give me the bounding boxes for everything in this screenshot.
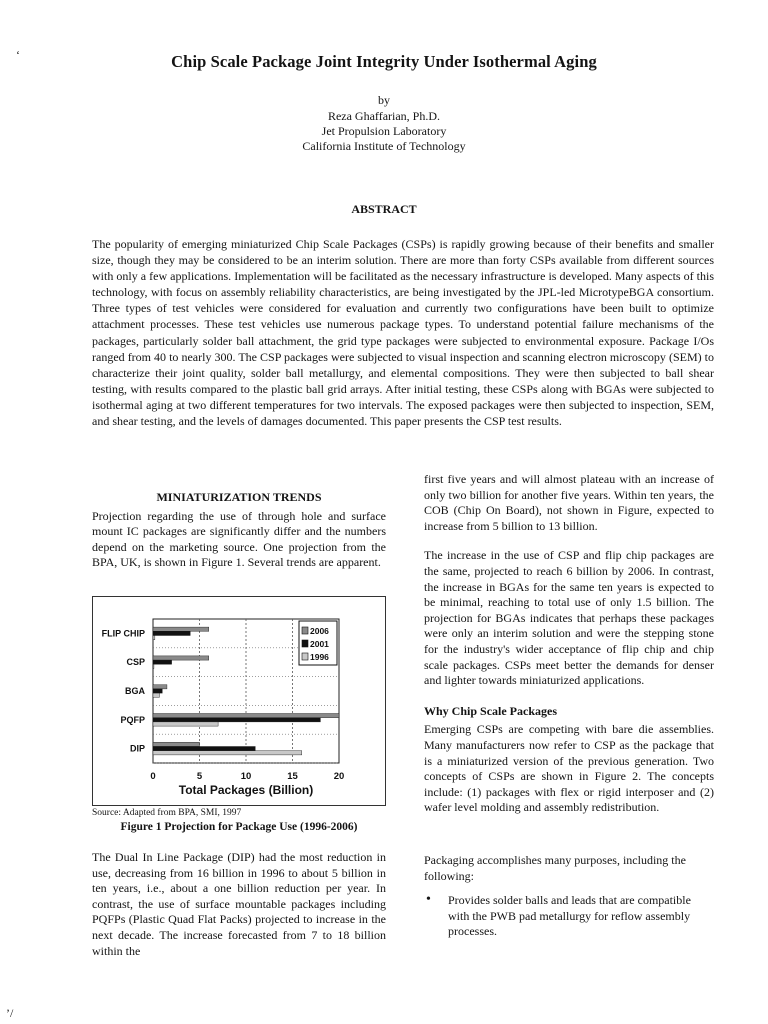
bar-1996 <box>153 751 302 755</box>
bar-1996 <box>153 636 155 640</box>
bar-2001 <box>153 631 190 635</box>
bar-2006 <box>153 627 209 631</box>
category-label: PQFP <box>120 714 145 725</box>
x-tick-label: 10 <box>240 771 252 782</box>
x-tick-label: 15 <box>287 771 298 782</box>
x-tick-label: 20 <box>333 771 345 782</box>
bullet-dot: • <box>426 892 431 907</box>
category-label: DIP <box>129 743 145 754</box>
scan-mark: ‘ <box>16 48 20 62</box>
legend-label: 2006 <box>310 626 329 636</box>
bar-1996 <box>153 722 218 726</box>
legend-swatch <box>302 627 308 634</box>
paragraph-csp-flipchip: The increase in the use of CSP and flip chip packages are the same, projected to reach 6 billion by 2006. In contrast, the increase in BGAs for the same ten years is expected to be minimal, reaching to total use of only 1.5 billion. The projection for BGAs indicates that perhaps these packages were only an interim solution and were the stepping stone for the industry's wider acceptance of flip chip and chip scale packages. CSPs meet better the demands for denser and lighter towards miniaturized applications. <box>424 548 714 688</box>
paragraph-emerging-csps: Emerging CSPs are competing with bare die assemblies. Many manufacturers now refer to CSP as the package that is a miniaturized version of the previous generation. Two concepts of CSPs are shown in Figure 2. The concepts include: (1) packages with flex or rigid interposer and (2) wafer level molding and assembly redistribution. <box>424 722 714 815</box>
legend-label: 2001 <box>310 639 329 649</box>
bullet-text: Provides solder balls and leads that are compatible with the PWB pad metallurgy for reflow assembly processes. <box>448 893 691 939</box>
abstract-text: The popularity of emerging miniaturized Chip Scale Packages (CSPs) is rapidly growing because of their benefits and smaller size, though they may be considered to be an interim solution. There are more than forty CSPs available from different sources with only a few applications. Implementation will be facilitated as the necessary infrastructure is developed. Many aspects of this technology, with focus on assembly reliability characteristics, are being investigated by the JPL-led MicrotypeBGA consortium. Three types of test vehicles were considered for evaluation and currently two configurations have been built to optimize attachment processes. These test vehicles use numerous package types. To understand potential failure mechanisms of the packages, particularly solder ball attachment, the grid type packages were subjected to environmental exposure. Package I/Os ranged from 40 to nearly 300. The CSP packages were subjected to visual inspection and scanning electron microscopy (SEM) to characterize their joint quality, solder ball metallurgy, and elemental compositions. They were then subjected to ball shear testing, with results compared to the plastic ball grid arrays. After initial testing, these CSPs along with BGAs were subjected to isothermal aging at two different temperatures for two intervals. The exposed packages were then subjected to inspection, SEM, and shear testing, and the levels of damages documented. This paper presents the CSP test results. <box>92 237 714 429</box>
legend-label: 1996 <box>310 652 329 662</box>
bar-1996 <box>153 664 154 668</box>
bar-2006 <box>153 714 339 718</box>
byline-by: by <box>378 93 390 107</box>
x-tick-label: 0 <box>150 771 156 782</box>
category-label: BGA <box>125 686 145 696</box>
affiliation-lab: Jet Propulsion Laboratory <box>321 124 447 138</box>
paragraph-packaging: Packaging accomplishes many purposes, including the following: <box>424 853 686 883</box>
x-axis-title: Total Packages (Billion) <box>178 783 314 797</box>
x-tick-label: 5 <box>196 771 203 782</box>
section-heading-why-csp: Why Chip Scale Packages <box>424 703 558 718</box>
affiliation-institute: California Institute of Technology <box>302 139 466 153</box>
scan-mark-bottom: ’/ <box>6 1006 14 1020</box>
figure-1-chart <box>92 596 386 806</box>
bar-2006 <box>153 656 209 660</box>
bar-chart-svg <box>93 597 385 805</box>
paragraph-plateau: first five years and will almost plateau with an increase of only two billion for another five years. Within ten years, the COB (Chip On Board), not shown in Figure, expected to increase from 5 billion to 13 billion. <box>424 472 714 533</box>
bar-2006 <box>153 742 200 746</box>
section-heading-miniaturization: MINIATURIZATION TRENDS <box>156 490 322 504</box>
abstract-heading: ABSTRACT <box>351 202 417 216</box>
category-label: CSP <box>126 657 145 668</box>
right-column <box>424 472 714 816</box>
bullet-item <box>424 893 714 940</box>
legend-swatch <box>302 653 308 660</box>
bar-2001 <box>153 747 255 751</box>
figure-caption: Figure 1 Projection for Package Use (1996-2006) <box>120 821 358 833</box>
legend-swatch <box>302 640 308 647</box>
bar-2001 <box>153 660 172 664</box>
paragraph-dip: The Dual In Line Package (DIP) had the most reduction in use, decreasing from 16 billion in 1996 to about 5 billion in ten years, i.e., about a one billion reduction per year. In contrast, the use of surface mountable packages including PQFPs (Plastic Quad Flat Packs) projected to increase in the next decade. The increase forecasted from 7 to 18 billion within the <box>92 850 386 958</box>
bar-2001 <box>153 689 162 693</box>
paragraph-projection: Projection regarding the use of through hole and surface mount IC packages are significantly differ and the numbers depend on the marketing source. One projection from the BPA, UK, is shown in Figure 1. Several trends are apparent. <box>92 508 386 570</box>
category-label: FLIP CHIP <box>101 628 145 639</box>
figure-source: Source: Adapted from BPA, SMI, 1997 <box>92 808 242 818</box>
paper-title: Chip Scale Package Joint Integrity Under Isothermal Aging <box>171 52 597 71</box>
author-name: Reza Ghaffarian, Ph.D. <box>327 109 441 123</box>
bar-2001 <box>153 718 320 722</box>
left-column <box>92 490 386 571</box>
bar-2006 <box>153 685 167 689</box>
bar-1996 <box>153 693 160 697</box>
